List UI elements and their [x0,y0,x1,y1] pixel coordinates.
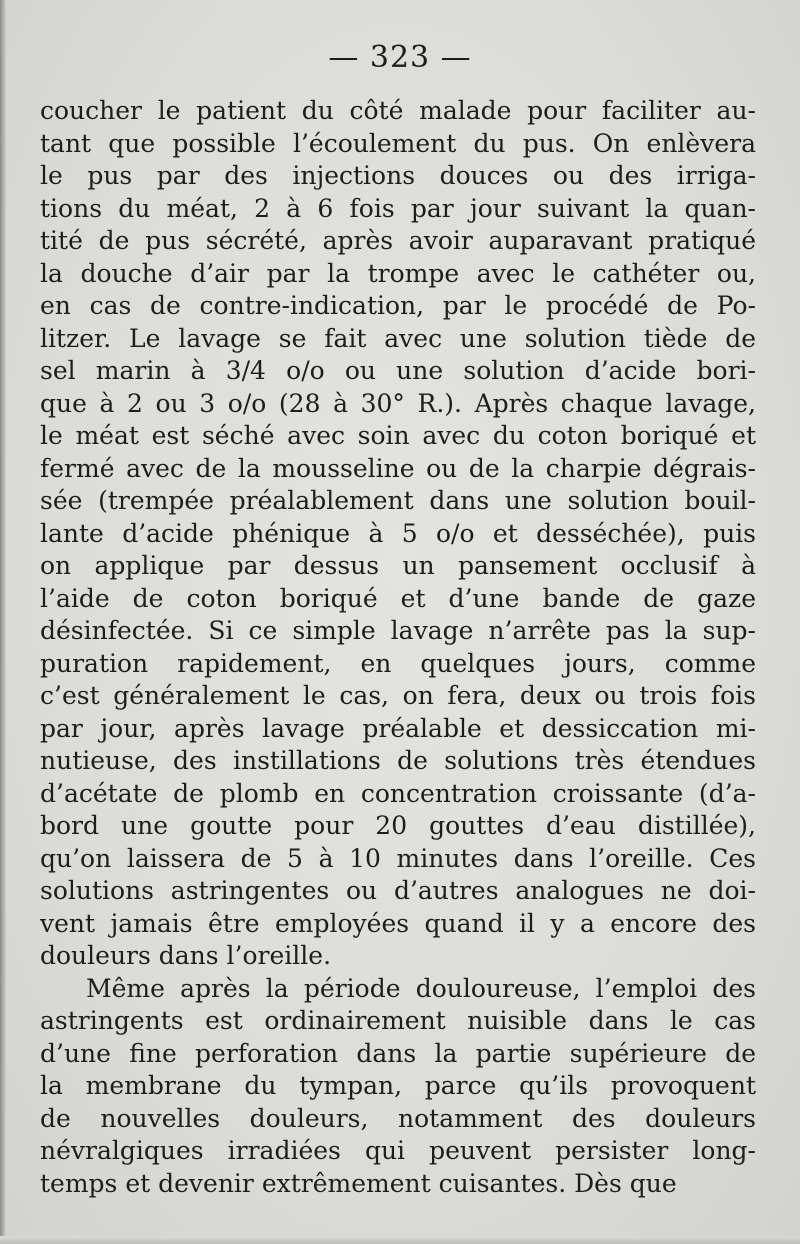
text-line: par jour, après lavage préalable et dessiccation mi- [40,713,756,743]
text-line: la douche d’air par la trompe avec le cathéter ou, [40,258,756,288]
paragraph-1 [40,95,756,973]
text-line: nutieuse, des instillations de solutions très étendues [40,746,756,775]
text-line: le pus par des injections douces ou des irriga- [40,161,756,190]
text-line: le méat est séché avec soin avec du coton boriqué et [40,421,756,450]
text-line: bord une goutte pour 20 gouttes d’eau distillée), [40,811,756,840]
text-line: vent jamais être employées quand il y a encore des [40,908,756,938]
text-line: litzer. Le lavage se fait avec une solution tiède de [40,323,756,353]
text-line: c’est généralement le cas, on fera, deux ou trois fois [40,681,756,710]
text-line: l’aide de coton boriqué et d’une bande de gaze [40,583,756,613]
body-text [40,95,756,1200]
text-line: fermé avec de la mousseline ou de la charpie dégrais- [40,453,756,483]
text-line: d’une fine perforation dans la partie supérieure de [40,1038,756,1068]
text-line: sel marin à 3/4 o/o ou une solution d’acide bori- [40,356,756,385]
text-line: on applique par dessus un pansement occlusif à [40,551,756,580]
text-line: douleurs dans l’oreille. [40,941,332,970]
text-line: de nouvelles douleurs, notamment des douleurs [40,1103,756,1133]
text-line: astringents est ordinairement nuisible dans le cas [40,1006,756,1035]
text-line: solutions astringentes ou d’autres analogues ne doi- [40,876,756,905]
text-line: d’acétate de plomb en concentration croissante (d’a- [40,778,756,808]
text-line: la membrane du tympan, parce qu’ils provoquent [40,1071,756,1100]
text-line: sée (trempée préalablement dans une solution bouil- [40,486,756,515]
text-line: névralgiques irradiées qui peuvent persister long- [40,1136,756,1165]
text-line: puration rapidement, en quelques jours, comme [40,648,756,678]
text-line: Même après la période douloureuse, l’emploi des [86,973,756,1003]
text-line: coucher le patient du côté malade pour faciliter au- [40,96,756,125]
page-bottom-edge [0,1236,800,1244]
text-line: lante d’acide phénique à 5 o/o et desséchée), puis [40,518,756,548]
text-line: tions du méat, 2 à 6 fois par jour suivant la quan- [40,193,756,223]
page-binding-edge [0,0,6,1244]
paragraph-2 [40,973,756,1201]
page-number: — 323 — [328,40,472,75]
text-line: tité de pus sécrété, après avoir auparavant pratiqué [40,226,756,255]
text-line: en cas de contre-indication, par le procédé de Po- [40,291,756,320]
text-line: tant que possible l’écoulement du pus. On enlèvera [40,128,756,158]
text-line: désinfectée. Si ce simple lavage n’arrête pas la sup- [40,616,756,645]
text-line: temps et devenir extrêmement cuisantes. Dès que [40,1168,677,1198]
text-line: qu’on laissera de 5 à 10 minutes dans l’oreille. Ces [40,843,756,873]
text-line: que à 2 ou 3 o/o (28 à 30° R.). Après chaque lavage, [40,388,756,418]
